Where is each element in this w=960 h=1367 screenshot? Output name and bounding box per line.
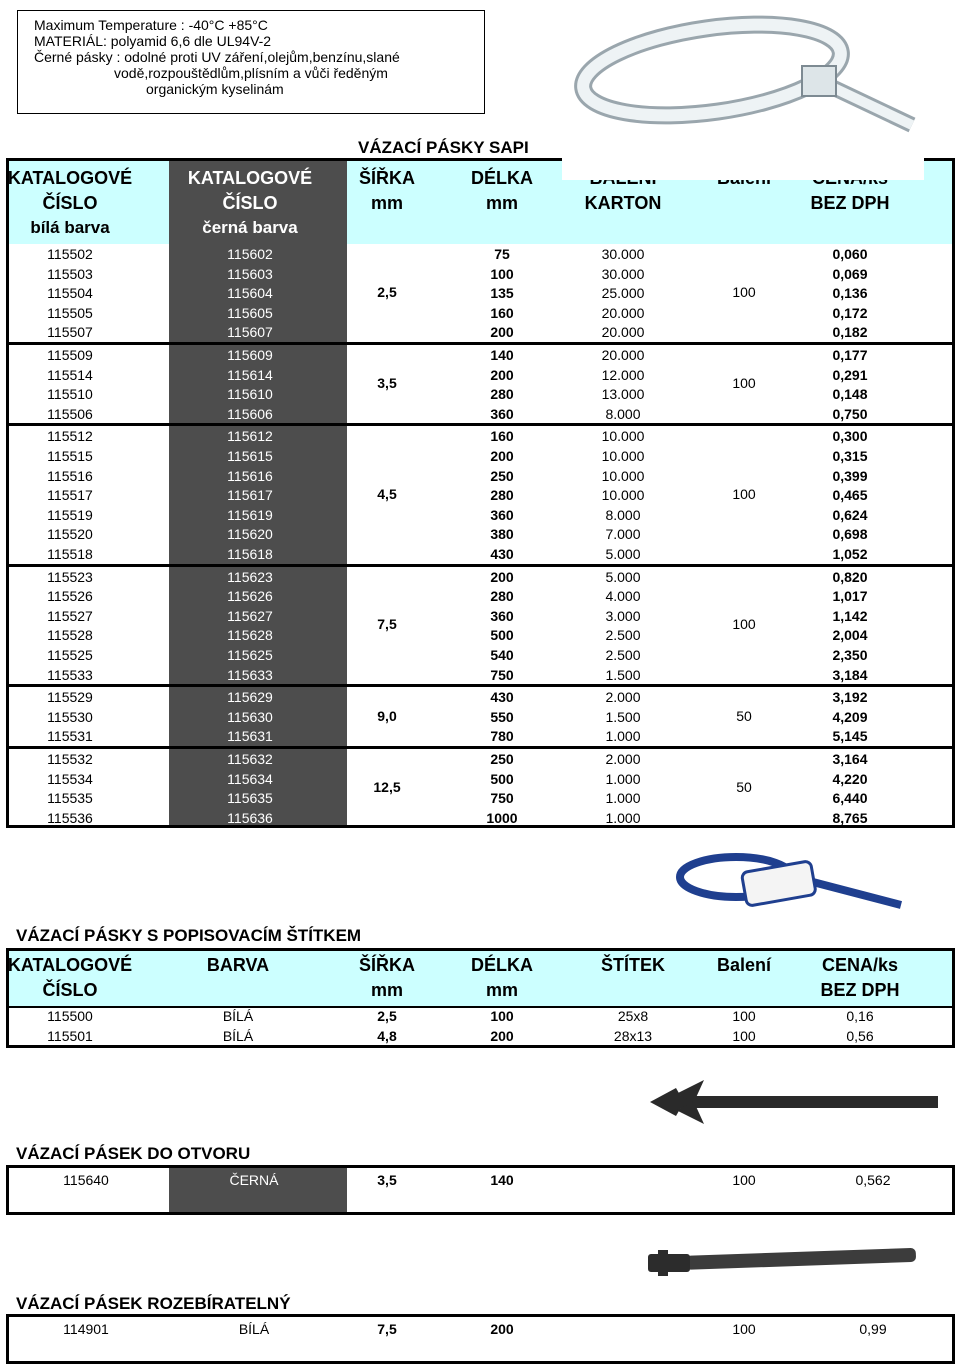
table-cell: 0,562 — [855, 1172, 891, 1188]
table-cell: 115509 — [47, 347, 93, 363]
table-cell: 500 — [490, 770, 514, 787]
info-line: organickým kyselinám — [146, 81, 284, 97]
column-header: bílá barva — [30, 218, 110, 237]
table-cell: 13.000 — [601, 386, 645, 403]
table-cell: 0,300 — [832, 428, 868, 445]
table-cell: 20.000 — [601, 304, 645, 321]
table-cell: 1.000 — [605, 770, 641, 787]
table-cell: 115510 — [47, 386, 93, 403]
table-cell: 0,069 — [832, 265, 868, 282]
table-cell: 115514 — [47, 366, 93, 383]
table-cell: ČERNÁ — [229, 1172, 279, 1188]
table-cell: 160 — [490, 428, 514, 445]
table-cell: 115619 — [227, 506, 273, 523]
table-cell: 115607 — [227, 324, 273, 341]
table-cell: 115618 — [227, 546, 273, 562]
pack-cell: 100 — [732, 486, 756, 502]
table-cell: 20.000 — [601, 347, 645, 363]
table-cell: 1.000 — [605, 790, 641, 807]
table-cell: 30.000 — [601, 246, 645, 262]
column-header: ŠÍŘKA — [358, 168, 415, 188]
table-cell: 160 — [490, 304, 514, 321]
pack-cell: 100 — [732, 284, 756, 300]
table-cell: 115635 — [227, 790, 273, 807]
table-cell: BÍLÁ — [222, 1008, 254, 1024]
column-header: mm — [370, 193, 403, 213]
table-cell: 115604 — [227, 285, 273, 302]
table-cell: 25.000 — [601, 285, 645, 302]
table-cell: 4,220 — [832, 770, 868, 787]
column-header: KATALOGOVÉ — [7, 168, 133, 188]
table-cell: 3,192 — [832, 689, 868, 706]
table-cell: 115605 — [227, 304, 273, 321]
table-cell: 115610 — [227, 386, 273, 403]
table-cell: 0,136 — [832, 285, 868, 302]
pack-cell: 50 — [736, 779, 752, 796]
table-cell: 2.000 — [605, 689, 641, 706]
table-cell: 2.500 — [605, 647, 641, 663]
table-cell: 0,750 — [832, 405, 868, 422]
table-cell: 6,440 — [832, 790, 868, 807]
column-header: KATALOGOVÉ — [187, 168, 313, 188]
table-cell: 10.000 — [601, 467, 645, 484]
table-cell: 0,291 — [832, 366, 868, 383]
table-cell: BÍLÁ — [222, 1028, 254, 1044]
table-cell: 7,5 — [377, 1321, 397, 1337]
table-cell: 430 — [490, 689, 514, 706]
table-cell: 2,004 — [832, 627, 868, 644]
table-cell: 115501 — [47, 1028, 93, 1044]
table-cell: 2,350 — [832, 647, 868, 663]
table-cell: 0,99 — [859, 1321, 887, 1337]
cable-tie-photo — [562, 0, 924, 180]
push-mount-tie-photo — [646, 1066, 938, 1138]
table-cell: 7.000 — [605, 526, 641, 543]
column-header: KATALOGOVÉ — [7, 955, 133, 975]
column-header: ČÍSLO — [42, 193, 98, 213]
table-cell: 280 — [490, 386, 514, 403]
table-cell: 115529 — [47, 689, 93, 706]
table-cell: BÍLÁ — [238, 1321, 270, 1337]
pack-cell: 50 — [736, 707, 752, 724]
table-cell: 8.000 — [605, 506, 641, 523]
table-cell: 135 — [490, 285, 514, 302]
releasable-tie-photo — [646, 1240, 920, 1280]
table-cell: 780 — [490, 728, 514, 745]
table-cell: 10.000 — [601, 487, 645, 504]
table-cell: 115614 — [227, 366, 273, 383]
table-cell: 250 — [490, 751, 514, 767]
table-cell: 3.000 — [605, 607, 641, 624]
column-header: ČÍSLO — [42, 980, 98, 1000]
table-cell: 115626 — [227, 588, 273, 605]
table-cell: 430 — [490, 546, 514, 562]
table-cell: 115628 — [227, 627, 273, 644]
table-cell: 0,820 — [832, 568, 868, 585]
column-header: mm — [485, 193, 518, 213]
column-header: BEZ DPH — [810, 193, 890, 213]
table-cell: 115620 — [227, 526, 273, 543]
table-cell: 0,16 — [846, 1008, 874, 1024]
table-cell: 100 — [732, 1321, 756, 1337]
table-cell: 115532 — [47, 751, 93, 767]
width-cell: 3,5 — [377, 375, 397, 392]
table-cell: 75 — [494, 246, 510, 262]
table-cell: 115623 — [227, 568, 273, 585]
width-cell: 7,5 — [377, 616, 397, 633]
info-box — [17, 10, 485, 114]
width-cell: 9,0 — [377, 707, 397, 724]
info-line: vodě,rozpouštědlům,plísním a vůči ředěným — [114, 65, 388, 81]
table-cell: 115625 — [227, 647, 273, 663]
column-header: Balení — [716, 955, 772, 975]
column-header: CENA/ks — [821, 955, 899, 975]
table-cell: 115526 — [47, 588, 93, 605]
table-cell: 115512 — [47, 428, 93, 445]
table-cell: 115507 — [47, 324, 93, 341]
table-cell: 5.000 — [605, 568, 641, 585]
table-cell: 250 — [490, 467, 514, 484]
table-cell: 115517 — [47, 487, 93, 504]
table-cell: 0,060 — [832, 246, 868, 262]
table-cell: 750 — [490, 666, 514, 683]
table-cell: 0,698 — [832, 526, 868, 543]
table-cell: 115606 — [227, 405, 273, 422]
table-cell: 200 — [490, 366, 514, 383]
width-cell: 12,5 — [373, 779, 401, 796]
table-cell: 100 — [732, 1028, 756, 1044]
table-cell: 115531 — [47, 728, 93, 745]
column-header: mm — [370, 980, 403, 1000]
table-cell: 115516 — [47, 467, 93, 484]
table-cell: 2.000 — [605, 751, 641, 767]
table-cell: 115503 — [47, 265, 93, 282]
column-header: DÉLKA — [471, 168, 533, 188]
table-cell: 200 — [490, 324, 514, 341]
table-cell: 200 — [490, 1028, 514, 1044]
table-cell: 0,624 — [832, 506, 868, 523]
table-cell: 115535 — [47, 790, 93, 807]
table-cell: 115500 — [47, 1008, 93, 1024]
table-cell: 115523 — [47, 568, 93, 585]
table-cell: 1.000 — [605, 728, 641, 745]
table-cell: 115536 — [47, 809, 93, 826]
label-section-title: VÁZACÍ PÁSKY S POPISOVACÍM ŠTÍTKEM — [16, 926, 362, 945]
table-cell: 115602 — [227, 246, 273, 262]
table-cell: 115616 — [227, 467, 273, 484]
column-header: BEZ DPH — [820, 980, 900, 1000]
table-cell: 8.000 — [605, 405, 641, 422]
table-cell: 115609 — [227, 347, 273, 363]
table-cell: 115615 — [227, 448, 273, 464]
table-cell: 280 — [490, 487, 514, 504]
table-cell: 4.000 — [605, 588, 641, 605]
info-line: MATERIÁL: polyamid 6,6 dle UL94V-2 — [34, 33, 272, 49]
column-header: BARVA — [206, 955, 270, 975]
column-header: mm — [485, 980, 518, 1000]
table-cell: 115530 — [47, 708, 93, 725]
table-cell: 3,5 — [377, 1172, 397, 1188]
table-cell: 8,765 — [832, 809, 868, 826]
table-cell: 28x13 — [613, 1028, 653, 1044]
release-section-title: VÁZACÍ PÁSEK ROZEBÍRATELNÝ — [16, 1294, 291, 1313]
table-cell: 360 — [490, 607, 514, 624]
table-cell: 3,184 — [832, 666, 868, 683]
table-cell: 200 — [490, 1321, 514, 1337]
table-cell: 100 — [490, 1008, 514, 1024]
table-cell: 140 — [490, 347, 514, 363]
table-cell: 380 — [490, 526, 514, 543]
table-cell: 115504 — [47, 285, 93, 302]
table-cell: 360 — [490, 405, 514, 422]
table-cell: 12.000 — [601, 366, 645, 383]
table-cell: 550 — [490, 708, 514, 725]
table-cell: 3,164 — [832, 751, 868, 767]
table-cell: 0,148 — [832, 386, 868, 403]
table-cell: 100 — [490, 265, 514, 282]
table-cell: 0,315 — [832, 448, 868, 464]
table-cell: 1,017 — [832, 588, 868, 605]
table-cell: 100 — [732, 1172, 756, 1188]
table-cell: 115527 — [47, 607, 93, 624]
table-cell: 1.500 — [605, 708, 641, 725]
table-cell: 540 — [490, 647, 514, 663]
table-cell: 20.000 — [601, 324, 645, 341]
column-header: ČÍSLO — [222, 193, 278, 213]
table-cell: 115528 — [47, 627, 93, 644]
table-cell: 115505 — [47, 304, 93, 321]
table-cell: 140 — [490, 1172, 514, 1188]
column-header: DÉLKA — [471, 955, 533, 975]
table-cell: 115634 — [227, 770, 273, 787]
table-cell: 115612 — [227, 428, 273, 445]
table-cell: 200 — [490, 448, 514, 464]
table-cell: 10.000 — [601, 448, 645, 464]
table-cell: 100 — [732, 1008, 756, 1024]
column-header: KARTON — [584, 193, 662, 213]
table-cell: 115534 — [47, 770, 93, 787]
table-cell: 280 — [490, 588, 514, 605]
table-cell: 1000 — [486, 809, 518, 826]
table-cell: 1.500 — [605, 666, 641, 683]
table-cell: 115603 — [227, 265, 273, 282]
table-cell: 0,177 — [832, 347, 868, 363]
table-cell: 115633 — [227, 666, 273, 683]
table-cell: 115631 — [227, 728, 273, 745]
table-cell: 115632 — [227, 751, 273, 767]
table-cell: 115518 — [47, 546, 93, 562]
pack-cell: 100 — [732, 375, 756, 392]
table-cell: 115519 — [47, 506, 93, 523]
table-cell: 115627 — [227, 607, 273, 624]
info-line: Maximum Temperature : -40°C +85°C — [34, 17, 268, 33]
width-cell: 2,5 — [377, 284, 397, 300]
column-header: černá barva — [202, 218, 298, 237]
table-cell: 360 — [490, 506, 514, 523]
table-cell: 1,052 — [832, 546, 868, 562]
table-cell: 1.000 — [605, 809, 641, 826]
table-cell: 115630 — [227, 708, 273, 725]
table-cell: 750 — [490, 790, 514, 807]
table-cell: 25x8 — [617, 1008, 649, 1024]
table-cell: 2.500 — [605, 627, 641, 644]
table-cell: 5,145 — [832, 728, 868, 745]
table-cell: 115515 — [47, 448, 93, 464]
table-cell: 10.000 — [601, 428, 645, 445]
table-cell: 115520 — [47, 526, 93, 543]
table-cell: 1,142 — [832, 607, 868, 624]
table-cell: 200 — [490, 568, 514, 585]
table-cell: 114901 — [63, 1321, 109, 1337]
table-cell: 115629 — [227, 689, 273, 706]
table-cell: 0,182 — [832, 324, 868, 341]
table-cell: 0,172 — [832, 304, 868, 321]
pack-cell: 100 — [732, 616, 756, 633]
table-cell: 115525 — [47, 647, 93, 663]
table-cell: 0,465 — [832, 487, 868, 504]
hole-section-title: VÁZACÍ PÁSEK DO OTVORU — [16, 1144, 251, 1163]
table-cell: 115533 — [47, 666, 93, 683]
table-cell: 5.000 — [605, 546, 641, 562]
table-cell: 115636 — [227, 809, 273, 826]
table-cell: 30.000 — [601, 265, 645, 282]
table-cell: 115640 — [63, 1172, 109, 1188]
table-cell: 115506 — [47, 405, 93, 422]
table-cell: 115502 — [47, 246, 93, 262]
info-line: Černé pásky : odolné proti UV záření,olejům,benzínu,slané — [34, 49, 400, 65]
table-cell: 0,56 — [846, 1028, 874, 1044]
table-cell: 500 — [490, 627, 514, 644]
table-cell: 2,5 — [377, 1008, 397, 1024]
width-cell: 4,5 — [377, 486, 397, 502]
table-cell: 115617 — [227, 487, 273, 504]
column-header: ŠTÍTEK — [600, 955, 665, 975]
table-cell: 0,399 — [832, 467, 868, 484]
column-header: ŠÍŘKA — [358, 955, 415, 975]
main-title: VÁZACÍ PÁSKY SAPI — [358, 138, 529, 157]
table-cell: 4,8 — [377, 1028, 397, 1044]
label-tie-photo — [676, 845, 906, 917]
table-cell: 4,209 — [832, 708, 868, 725]
